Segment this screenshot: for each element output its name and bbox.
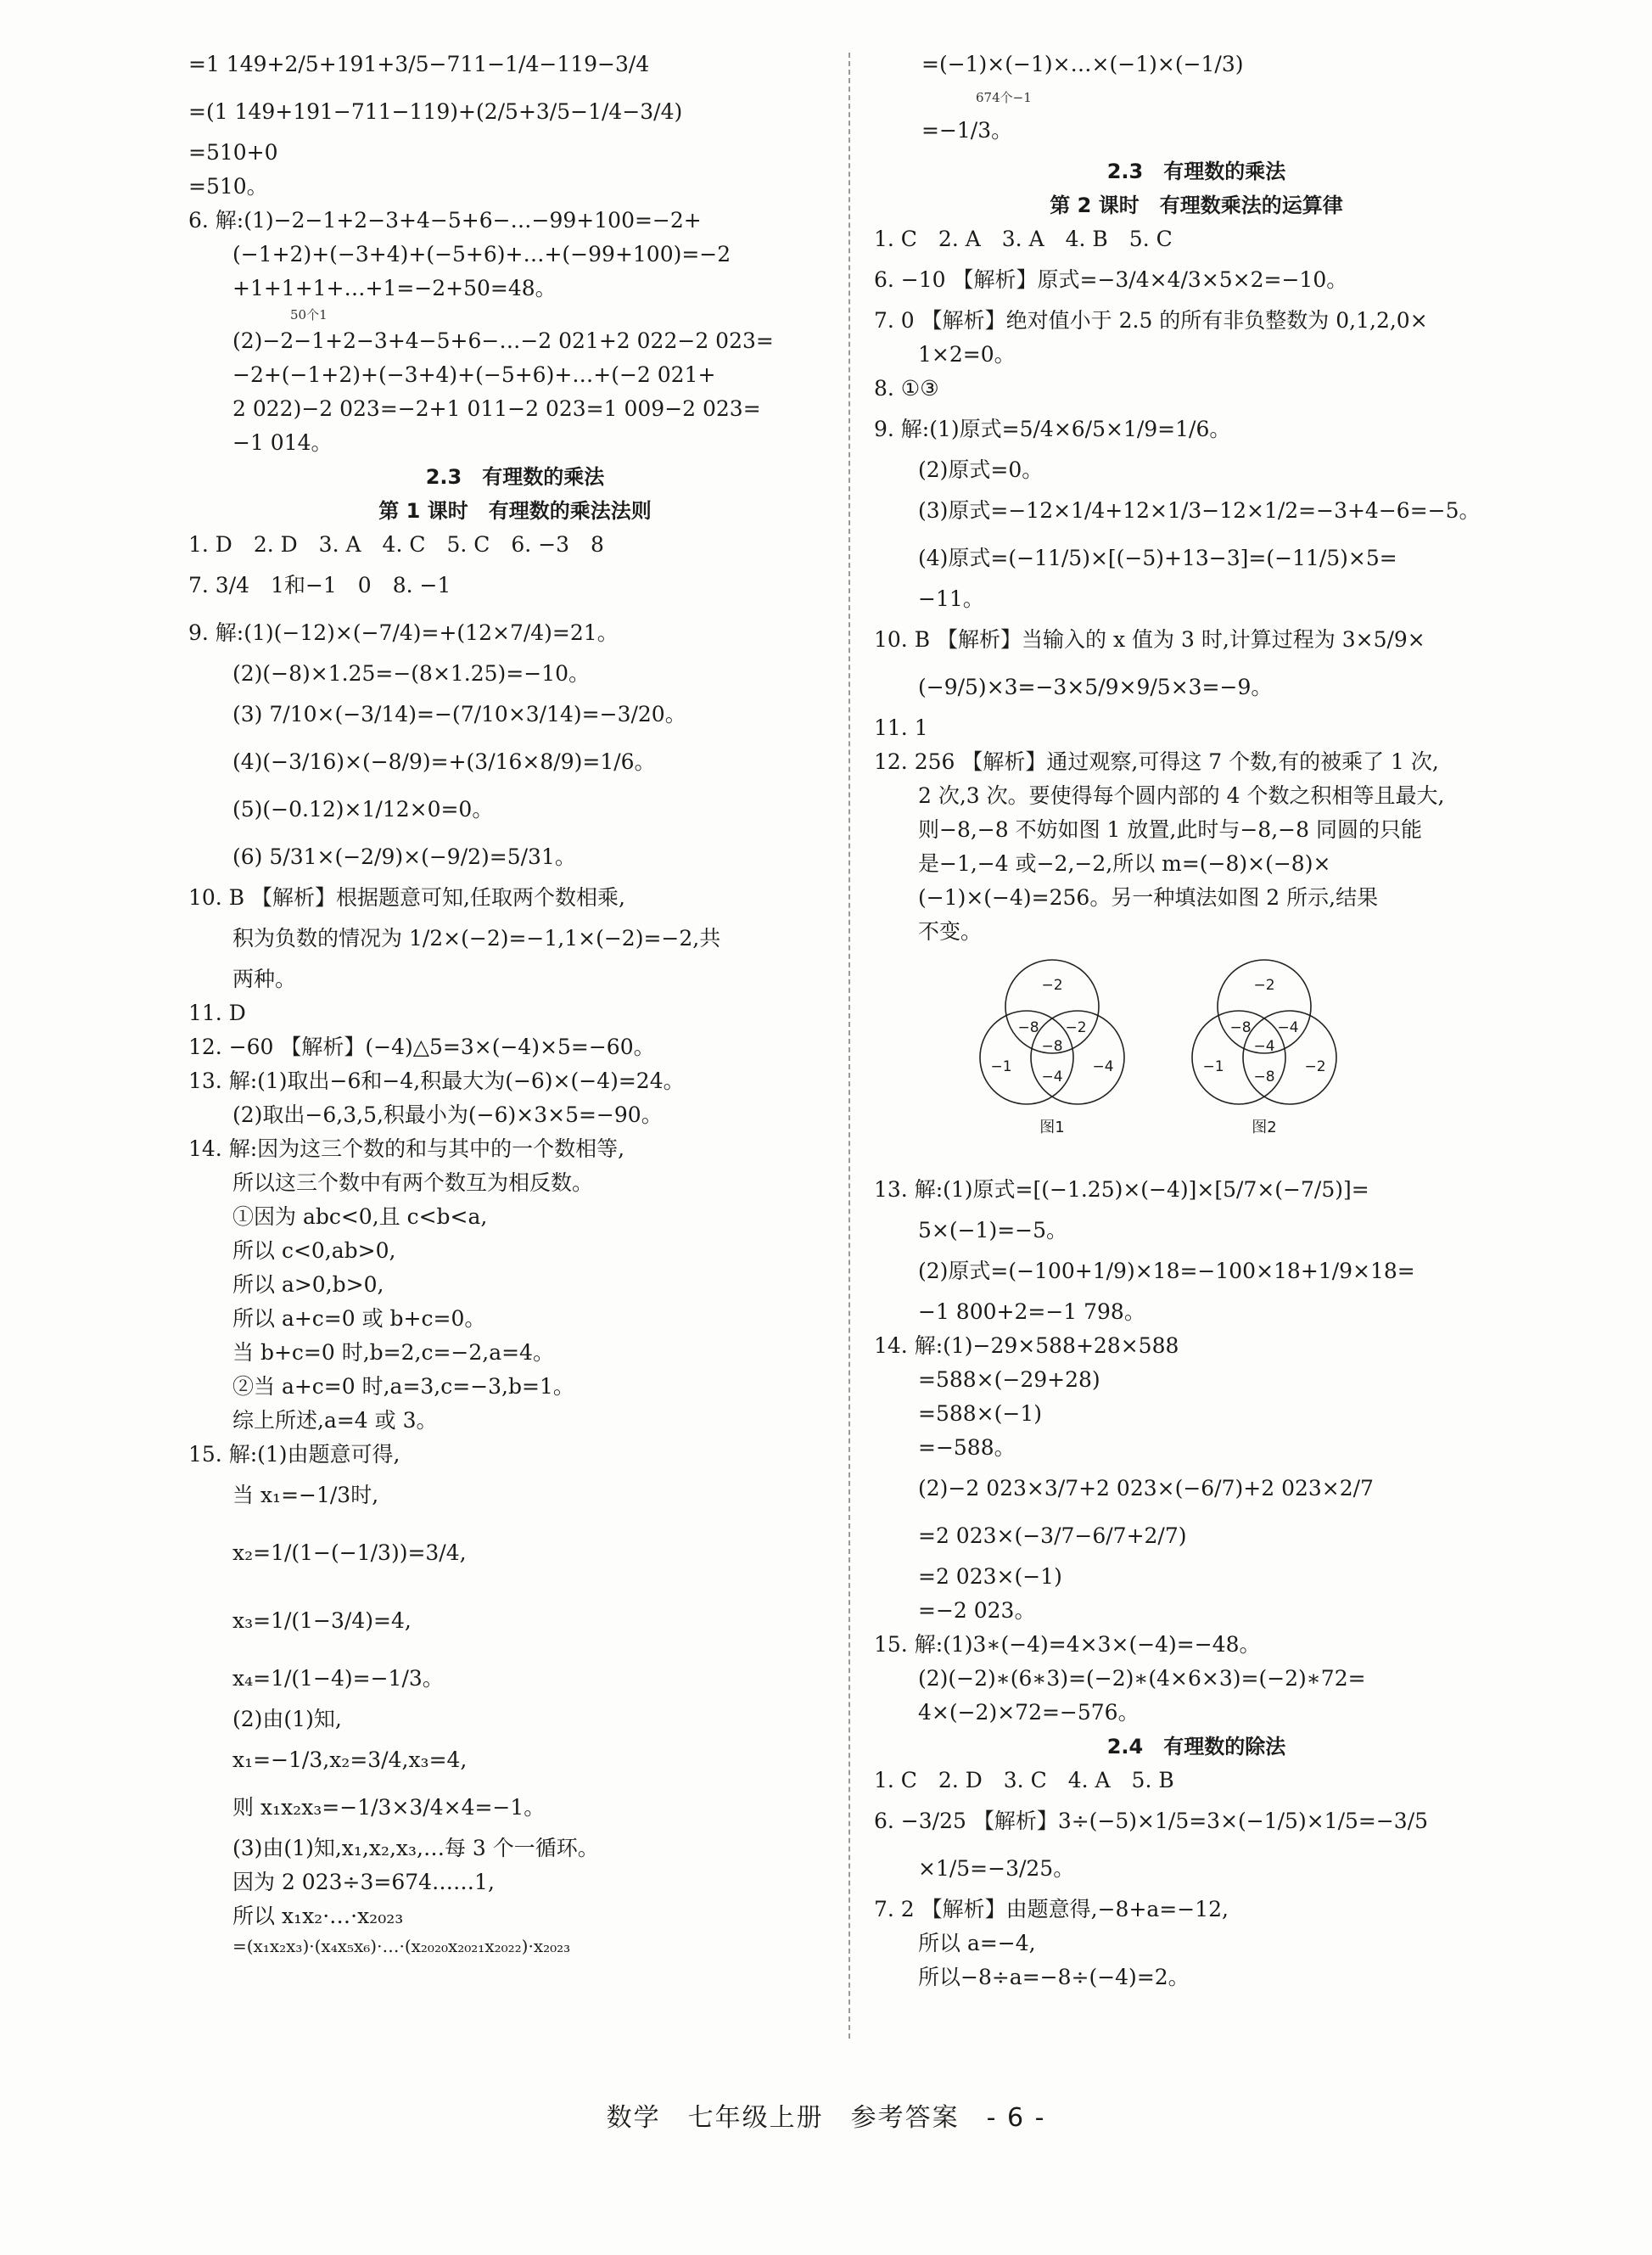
- figure2-label: 图2: [1252, 1119, 1277, 1136]
- venn-figures: [874, 954, 1519, 1158]
- answer-line: (4)(−3/16)×(−8/9)=+(3/16×8/9)=1/6。: [232, 749, 656, 774]
- venn1-top-value: −2: [1041, 977, 1063, 994]
- answer-line: 14. 解:因为这三个数的和与其中的一个数相等,: [188, 1136, 625, 1161]
- text-line: =(1 149+191−711−119)+(2/5+3/5−1/4−3/4): [188, 99, 683, 124]
- answer-line: 所以这三个数中有两个数互为相反数。: [232, 1170, 594, 1195]
- answer-line: (3)由(1)知,x₁,x₂,x₃,…每 3 个一循环。: [232, 1836, 599, 1860]
- text-line: (2)−2−1+2−3+4−5+6−…−2 021+2 022−2 023=: [232, 328, 774, 353]
- answer-line: 10. B 【解析】根据题意可知,任取两个数相乘,: [188, 885, 625, 910]
- answer-line: 因为 2 023÷3=674……1,: [232, 1870, 495, 1894]
- answer-line: =−2 023。: [918, 1598, 1036, 1623]
- section-title: 2.4 有理数的除法: [1106, 1735, 1286, 1759]
- column-divider: [848, 53, 850, 2039]
- answer-line: (2)(−8)×1.25=−(8×1.25)=−10。: [232, 661, 591, 686]
- answer-line: 7. 2 【解析】由题意得,−8+a=−12,: [874, 1897, 1229, 1921]
- answer-line: 9. 解:(1)原式=5/4×6/5×1/9=1/6。: [874, 417, 1231, 441]
- answer-line: (2)(−2)∗(6∗3)=(−2)∗(4×6×3)=(−2)∗72=: [918, 1666, 1366, 1691]
- answer-line: 则−8,−8 不妨如图 1 放置,此时与−8,−8 同圆的只能: [918, 817, 1422, 842]
- answer-line: (3)原式=−12×1/4+12×1/3−12×1/2=−3+4−6=−5。: [918, 498, 1481, 523]
- answer-line: (−9/5)×3=−3×5/9×9/5×3=−9。: [918, 675, 1273, 699]
- page-footer: 数学 七年级上册 参考答案 - 6 -: [606, 2103, 1046, 2133]
- answer-line: (2)原式=(−100+1/9)×18=−100×18+1/9×18=: [918, 1259, 1415, 1283]
- answer-line: x₁=−1/3,x₂=3/4,x₃=4,: [232, 1747, 468, 1772]
- text-line: −1 014。: [232, 430, 333, 455]
- venn2-bottom-center-value: −8: [1253, 1069, 1275, 1085]
- text-line: −2+(−1+2)+(−3+4)+(−5+6)+…+(−2 021+: [232, 362, 716, 387]
- answer-line: 15. 解:(1)由题意可得,: [188, 1442, 400, 1467]
- venn1-center-value: −8: [1041, 1038, 1063, 1055]
- answer-line: 不变。: [918, 919, 983, 944]
- venn2-right-value: −4: [1277, 1019, 1299, 1036]
- text-line: +1+1+1+…+1=−2+50=48。: [232, 276, 557, 300]
- answer-line: x₄=1/(1−4)=−1/3。: [232, 1666, 444, 1691]
- lesson-title: 第 2 课时 有理数乘法的运算律: [1050, 194, 1343, 217]
- brace-label: 50个1: [290, 307, 328, 323]
- answer-line: =588×(−1): [918, 1401, 1042, 1426]
- text-line: =(−1)×(−1)×…×(−1)×(−1/3): [921, 52, 1244, 76]
- venn1-bottom-right-value: −4: [1092, 1058, 1114, 1075]
- answer-line: 1. C 2. A 3. A 4. B 5. C: [874, 227, 1173, 251]
- answer-line: 2 次,3 次。要使得每个圆内部的 4 个数之积相等且最大,: [918, 783, 1445, 808]
- text-line: =510。: [188, 174, 268, 199]
- venn2-top-value: −2: [1253, 977, 1275, 994]
- answer-line: 1×2=0。: [918, 342, 1016, 367]
- answer-line: x₃=1/(1−3/4)=4,: [232, 1608, 412, 1633]
- figure1-label: 图1: [1039, 1119, 1065, 1136]
- answer-line: 综上所述,a=4 或 3。: [232, 1408, 438, 1433]
- text-line: =510+0: [188, 140, 278, 165]
- answer-line: 9. 解:(1)(−12)×(−7/4)=+(12×7/4)=21。: [188, 620, 619, 645]
- left-column: [188, 41, 842, 1959]
- answer-line: 11. D: [188, 1001, 246, 1025]
- answer-line: (3) 7/10×(−3/14)=−(7/10×3/14)=−3/20。: [232, 702, 686, 726]
- answer-line: 所以−8÷a=−8÷(−4)=2。: [918, 1965, 1190, 1989]
- venn2-center-value: −4: [1253, 1038, 1275, 1055]
- answer-line: 所以 a>0,b>0,: [232, 1272, 384, 1297]
- answer-line: (2)−2 023×3/7+2 023×(−6/7)+2 023×2/7: [918, 1476, 1374, 1501]
- venn1-bottom-left-value: −1: [990, 1058, 1012, 1075]
- answer-line: 7. 0 【解析】绝对值小于 2.5 的所有非负整数为 0,1,2,0×: [874, 308, 1428, 333]
- answer-line: ①因为 abc<0,且 c<b<a,: [232, 1204, 488, 1229]
- text-line: =1 149+2/5+191+3/5−711−1/4−119−3/4: [188, 52, 650, 76]
- answer-line: (6) 5/31×(−2/9)×(−9/2)=5/31。: [232, 844, 576, 869]
- answer-line: 12. −60 【解析】(−4)△5=3×(−4)×5=−60。: [188, 1035, 655, 1059]
- answer-line: ②当 a+c=0 时,a=3,c=−3,b=1。: [232, 1374, 574, 1399]
- right-column: [874, 41, 1519, 1994]
- answer-line: 4×(−2)×72=−576。: [918, 1700, 1140, 1725]
- answer-line: (2)由(1)知,: [232, 1707, 342, 1731]
- answer-line: 1. D 2. D 3. A 4. C 5. C 6. −3 8: [188, 532, 604, 557]
- answer-line: 当 x₁=−1/3时,: [232, 1483, 379, 1507]
- answer-line: 当 b+c=0 时,b=2,c=−2,a=4。: [232, 1340, 554, 1365]
- answer-line: (5)(−0.12)×1/12×0=0。: [232, 797, 494, 822]
- answer-line: 1. C 2. D 3. C 4. A 5. B: [874, 1768, 1174, 1792]
- answer-line: 积为负数的情况为 1/2×(−2)=−1,1×(−2)=−2,共: [232, 926, 721, 951]
- answer-line: 6. −10 【解析】原式=−3/4×4/3×5×2=−10。: [874, 267, 1348, 292]
- venn1-left-value: −8: [1017, 1019, 1039, 1036]
- venn2-left-value: −8: [1229, 1019, 1252, 1036]
- answer-line: 7. 3/4 1和−1 0 8. −1: [188, 573, 451, 597]
- answer-line: 则 x₁x₂x₃=−1/3×3/4×4=−1。: [232, 1795, 546, 1820]
- answer-line: =−588。: [918, 1435, 1016, 1460]
- text-line: (−1+2)+(−3+4)+(−5+6)+…+(−99+100)=−2: [232, 242, 731, 266]
- answer-line: (4)原式=(−11/5)×[(−5)+13−3]=(−11/5)×5=: [918, 546, 1397, 570]
- answer-line: 是−1,−4 或−2,−2,所以 m=(−8)×(−8)×: [918, 851, 1331, 876]
- answer-line: 所以 c<0,ab>0,: [232, 1238, 396, 1263]
- text-line: 2 022)−2 023=−2+1 011−2 023=1 009−2 023=: [232, 396, 761, 421]
- answer-line: (−1)×(−4)=256。另一种填法如图 2 所示,结果: [918, 885, 1379, 910]
- answer-line: ×1/5=−3/25。: [918, 1856, 1075, 1881]
- answer-line: 10. B 【解析】当输入的 x 值为 3 时,计算过程为 3×5/9×: [874, 627, 1425, 652]
- answer-line: =588×(−29+28): [918, 1367, 1100, 1392]
- venn-svg: [967, 954, 1358, 1158]
- answer-line: 13. 解:(1)原式=[(−1.25)×(−4)]×[5/7×(−7/5)]=: [874, 1177, 1369, 1202]
- answer-line: 8. ①③: [874, 376, 939, 401]
- answer-line: 5×(−1)=−5。: [918, 1218, 1068, 1242]
- venn2-bottom-right-value: −2: [1304, 1058, 1326, 1075]
- answer-line: 6. −3/25 【解析】3÷(−5)×1/5=3×(−1/5)×1/5=−3/5: [874, 1809, 1429, 1833]
- answer-line: 12. 256 【解析】通过观察,可得这 7 个数,有的被乘了 1 次,: [874, 749, 1439, 774]
- answer-line: 13. 解:(1)取出−6和−4,积最大为(−6)×(−4)=24。: [188, 1069, 685, 1093]
- answer-line: =2 023×(−3/7−6/7+2/7): [918, 1523, 1187, 1548]
- venn1-bottom-center-value: −4: [1041, 1069, 1063, 1085]
- answer-line: 15. 解:(1)3∗(−4)=4×3×(−4)=−48。: [874, 1632, 1261, 1657]
- answer-line: 11. 1: [874, 715, 928, 740]
- answer-line: −11。: [918, 586, 984, 611]
- answer-line: =(x₁x₂x₃)·(x₄x₅x₆)·…·(x₂₀₂₀x₂₀₂₁x₂₀₂₂)·x₂₀₂₃: [232, 1936, 571, 1956]
- answer-line: 所以 a=−4,: [918, 1931, 1036, 1955]
- answer-line: 所以 a+c=0 或 b+c=0。: [232, 1306, 486, 1331]
- answer-line: 14. 解:(1)−29×588+28×588: [874, 1333, 1179, 1358]
- answer-line: x₂=1/(1−(−1/3))=3/4,: [232, 1540, 467, 1565]
- answer-line: 两种。: [232, 967, 297, 991]
- text-line: =−1/3。: [921, 118, 1013, 143]
- section-title: 2.3 有理数的乘法: [425, 465, 605, 489]
- answer-line: (2)取出−6,3,5,积最小为(−6)×3×5=−90。: [232, 1102, 663, 1127]
- answer-line: =2 023×(−1): [918, 1564, 1062, 1589]
- brace-label: 674个−1: [976, 90, 1032, 105]
- section-title: 2.3 有理数的乘法: [1106, 160, 1286, 183]
- answer-line: (2)原式=0。: [918, 457, 1044, 482]
- answer-line: 所以 x₁x₂·…·x₂₀₂₃: [232, 1904, 404, 1928]
- answer-line: −1 800+2=−1 798。: [918, 1299, 1145, 1324]
- text-line: 6. 解:(1)−2−1+2−3+4−5+6−…−99+100=−2+: [188, 208, 702, 233]
- lesson-title: 第 1 课时 有理数的乘法法则: [378, 499, 652, 523]
- venn2-bottom-left-value: −1: [1202, 1058, 1224, 1075]
- venn1-right-value: −2: [1065, 1019, 1087, 1036]
